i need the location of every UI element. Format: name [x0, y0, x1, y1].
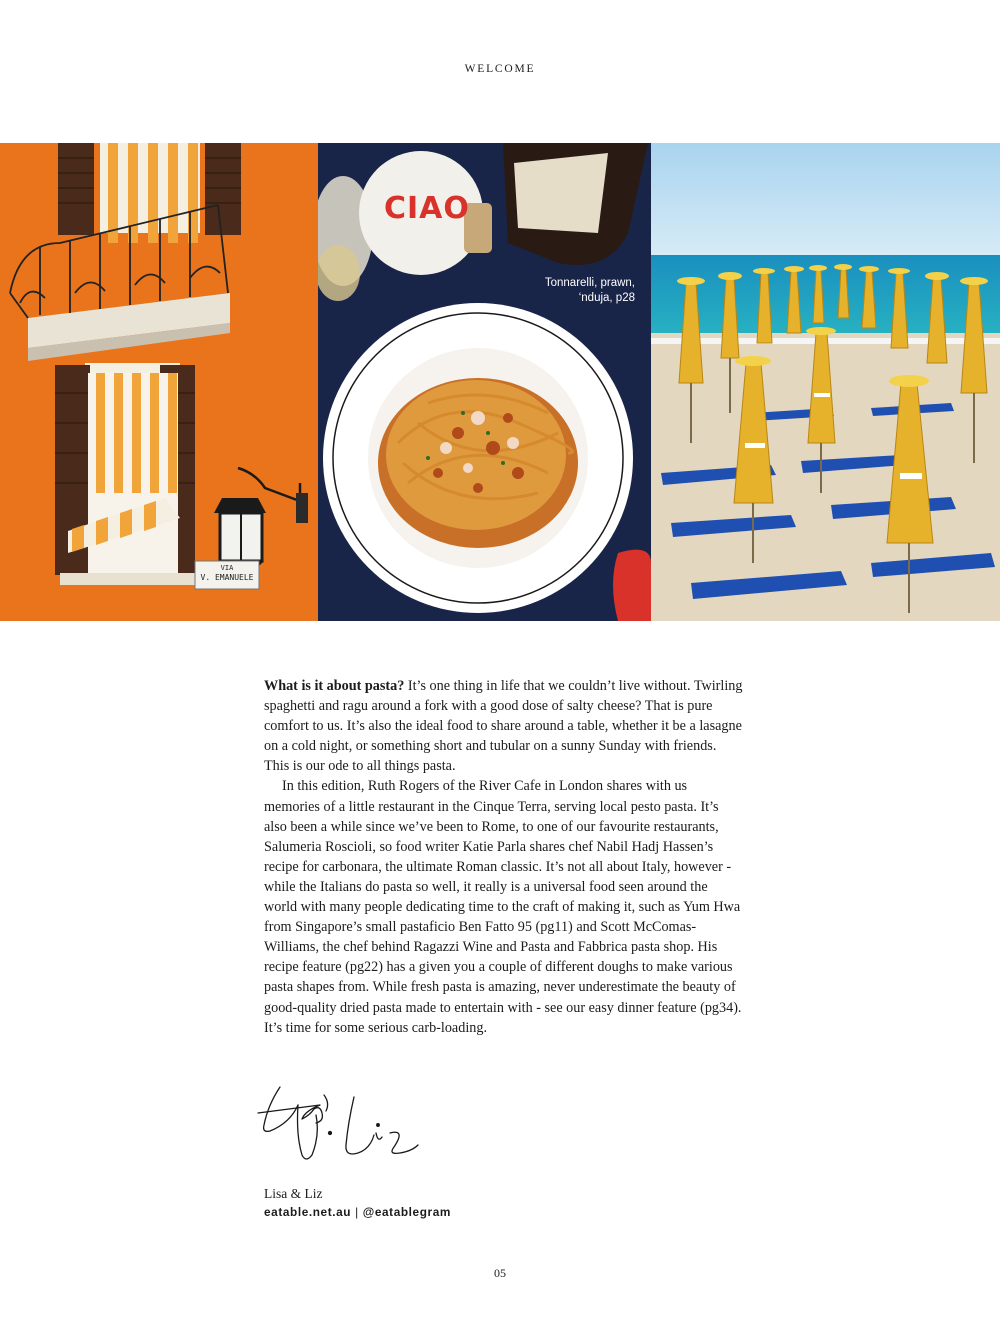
street-sign-via: VIA	[220, 564, 234, 572]
photo-beach-umbrellas	[651, 143, 1000, 621]
street-sign	[195, 563, 259, 583]
lead-question: What is it about pasta?	[264, 678, 405, 694]
coaster-logo: CIAO	[384, 191, 470, 226]
editorial-body	[264, 676, 744, 1038]
website-link[interactable]: eatable.net.au	[264, 1205, 352, 1219]
photo-pasta-plate	[318, 143, 651, 621]
street-sign-name: V. EMANUELE	[200, 573, 254, 582]
photo-orange-building	[0, 143, 318, 621]
handwritten-signature	[250, 1075, 430, 1170]
contact-line	[264, 1205, 451, 1219]
paragraph-intro-text: It’s one thing in life that we couldn’t live without. Twirling spaghetti and ragu around a fork with a good dose of salty cheese? That is pure comfort to us. It’s also the ideal food to share around a table, whether it be a lasagne on a cold night, or something short and tubular on a sunny Sunday with friends. This is our ode to all things pasta.	[264, 678, 743, 775]
paragraph-main: In this edition, Ruth Rogers of the River Cafe in London shares with us memories of a little restaurant in the Cinque Terra, serving local pesto pasta. It’s also been a while since we’ve been to Rome, to one of our favourite restaurants, Salumeria Roscioli, so food writer Katie Parla shares chef Nabil Hadj Hassen’s recipe for carbonara, the ultimate Roman classic. It’s not all about Italy, however - while the Italians do pasta so well, it really is a universal food seen around the world with many people dedicating time to the craft of making it, such as Yum Hwa from Singapore’s small pastaficio Ben Fatto 95 (pg11) and Scott McComas-Williams, the chef behind Ragazzi Wine and Pasta and Fabbrica pasta shop. His recipe feature (pg22) has a given you a couple of different doughs to make various pasta shapes from. While fresh pasta is amazing, never underestimate the beauty of good-quality dried pasta made to entertain with - see our easy dinner feature (pg34). It’s time for some serious carb-loading.	[264, 778, 742, 1036]
page-number: 05	[494, 1266, 506, 1280]
contact-separator: |	[355, 1205, 359, 1219]
photo-strip	[0, 143, 1000, 621]
paragraph-intro	[264, 676, 744, 776]
section-header: WELCOME	[464, 63, 536, 75]
instagram-handle[interactable]: @eatablegram	[362, 1205, 451, 1219]
photo-caption: Tonnarelli, prawn, ‘nduja, p28	[544, 277, 635, 304]
signoff-names: Lisa & Liz	[264, 1186, 323, 1201]
